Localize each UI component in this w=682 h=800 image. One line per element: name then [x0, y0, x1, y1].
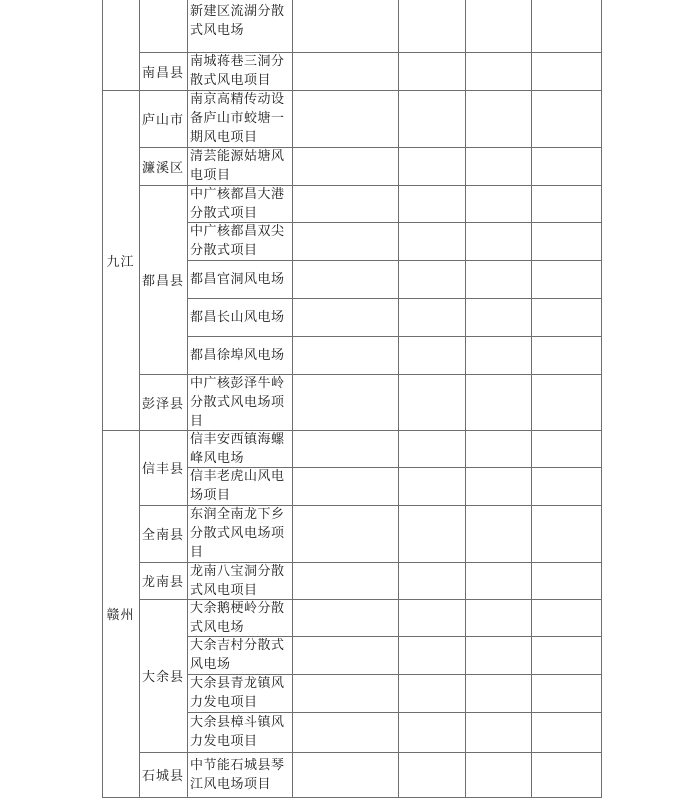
empty-cell [398, 636, 465, 674]
empty-cell [531, 0, 601, 52]
empty-cell [292, 90, 398, 147]
empty-cell [292, 260, 398, 298]
empty-cell [292, 505, 398, 562]
empty-cell [531, 562, 601, 599]
county-cell: 南昌县 [141, 65, 184, 81]
county-cell: 全南县 [141, 528, 184, 543]
empty-cell [398, 505, 465, 562]
county-cell: 都昌县 [141, 274, 184, 289]
county-cell: 濂溪区 [141, 160, 184, 176]
column-border [465, 0, 466, 798]
column-border [102, 0, 103, 798]
county-divider [139, 797, 187, 798]
empty-cell [292, 430, 398, 467]
empty-cell [398, 298, 465, 336]
project-name-cell [187, 222, 292, 260]
empty-cell [465, 90, 531, 147]
empty-cell [465, 430, 531, 467]
empty-cell [465, 374, 531, 430]
project-name: 大余吉村分散式风电场 [190, 638, 285, 672]
empty-cell [531, 90, 601, 147]
column-border [139, 0, 140, 798]
project-name: 都昌长山风电场 [190, 309, 285, 325]
empty-cell [292, 222, 398, 260]
city-cell: 九江 [106, 254, 135, 270]
project-name-cell [187, 298, 292, 336]
column-border [398, 0, 399, 798]
empty-cell [398, 336, 465, 374]
empty-cell [531, 260, 601, 298]
empty-cell [398, 147, 465, 185]
project-name: 信丰安西镇海螺峰风电场 [190, 431, 285, 466]
project-name-cell [187, 467, 292, 505]
empty-cell [531, 336, 601, 374]
project-name: 大余县樟斗镇风力发电项目 [190, 715, 285, 749]
project-name-cell [187, 636, 292, 674]
project-name: 信丰老虎山风电场项目 [190, 469, 285, 503]
project-name-cell [187, 185, 292, 222]
project-name-cell [187, 562, 292, 599]
county-cell: 彭泽县 [141, 396, 184, 412]
project-name: 中节能石城县琴江风电场项目 [190, 757, 285, 792]
empty-cell [292, 712, 398, 752]
empty-cell [465, 712, 531, 752]
project-name-cell [187, 90, 292, 147]
project-name-cell [187, 0, 292, 52]
empty-cell [531, 147, 601, 185]
empty-cell [531, 636, 601, 674]
project-name-cell [187, 712, 292, 752]
empty-cell [465, 674, 531, 712]
project-name: 中广核都昌双尖分散式项目 [190, 224, 285, 258]
empty-cell [398, 599, 465, 636]
empty-cell [292, 336, 398, 374]
empty-cell [292, 467, 398, 505]
empty-cell [398, 260, 465, 298]
empty-cell [531, 298, 601, 336]
empty-cell [398, 374, 465, 430]
empty-cell [531, 599, 601, 636]
empty-cell [292, 599, 398, 636]
project-name: 都昌官洞风电场 [190, 271, 285, 287]
project-name: 中广核都昌大港分散式项目 [190, 186, 285, 221]
empty-cell [531, 52, 601, 90]
county-cell: 大余县 [141, 670, 184, 685]
empty-cell [398, 467, 465, 505]
empty-cell [465, 336, 531, 374]
empty-cell [465, 599, 531, 636]
empty-cell [398, 562, 465, 599]
empty-cell [465, 467, 531, 505]
empty-cell [531, 712, 601, 752]
empty-cell [292, 52, 398, 90]
empty-cell [398, 674, 465, 712]
project-name: 南京高精传动设备庐山市蛟塘一期风电项目 [190, 92, 285, 145]
project-name: 都昌徐埠风电场 [190, 347, 285, 363]
city-divider [102, 797, 139, 798]
county-cell [139, 0, 187, 52]
empty-cell [398, 752, 465, 797]
empty-cell [292, 674, 398, 712]
city-cell: 赣州 [106, 608, 135, 623]
empty-cell [465, 298, 531, 336]
column-border [531, 0, 532, 798]
project-name: 南城蒋巷三洞分散式风电项目 [190, 54, 285, 88]
city-cell [102, 0, 139, 90]
empty-cell [531, 505, 601, 562]
column-border [187, 0, 188, 798]
empty-cell [292, 147, 398, 185]
empty-cell [292, 298, 398, 336]
project-name-cell [187, 752, 292, 797]
empty-cell [292, 562, 398, 599]
empty-cell [531, 674, 601, 712]
project-name-cell [187, 147, 292, 185]
project-name: 新建区流湖分散式风电场 [190, 4, 285, 38]
empty-cell [531, 185, 601, 222]
empty-cell [465, 0, 531, 52]
project-name: 龙南八宝洞分散式风电项目 [190, 563, 285, 598]
empty-cell [292, 752, 398, 797]
project-name: 清芸能源姑塘风电项目 [190, 149, 285, 183]
project-name: 中广核彭泽牛岭分散式风电场项目 [190, 375, 285, 429]
project-name: 东润全南龙下乡分散式风电场项目 [190, 507, 285, 560]
project-name-cell [187, 599, 292, 636]
empty-cell [292, 374, 398, 430]
row-divider [187, 797, 602, 798]
empty-cell [465, 752, 531, 797]
empty-cell [465, 260, 531, 298]
county-cell: 信丰县 [141, 462, 184, 477]
empty-cell [465, 52, 531, 90]
empty-cell [398, 90, 465, 147]
empty-cell [465, 185, 531, 222]
project-name: 大余县青龙镇风力发电项目 [190, 676, 285, 710]
project-name-cell [187, 336, 292, 374]
empty-cell [292, 0, 398, 52]
project-name-cell [187, 374, 292, 430]
project-name-cell [187, 260, 292, 298]
empty-cell [398, 52, 465, 90]
county-cell: 庐山市 [141, 113, 184, 128]
project-name-cell [187, 505, 292, 562]
empty-cell [531, 430, 601, 467]
column-border [601, 0, 602, 798]
project-name-cell [187, 52, 292, 90]
county-cell: 龙南县 [141, 575, 184, 590]
empty-cell [292, 636, 398, 674]
project-name: 大余鹅梗岭分散式风电场 [190, 600, 285, 635]
empty-cell [398, 0, 465, 52]
empty-cell [465, 147, 531, 185]
empty-cell [398, 712, 465, 752]
empty-cell [465, 562, 531, 599]
empty-cell [292, 185, 398, 222]
project-name-cell [187, 674, 292, 712]
empty-cell [465, 636, 531, 674]
empty-cell [531, 222, 601, 260]
empty-cell [465, 222, 531, 260]
empty-cell [531, 752, 601, 797]
empty-cell [398, 185, 465, 222]
empty-cell [531, 374, 601, 430]
column-border [292, 0, 293, 798]
empty-cell [398, 222, 465, 260]
empty-cell [398, 430, 465, 467]
empty-cell [531, 467, 601, 505]
empty-cell [465, 505, 531, 562]
project-name-cell [187, 430, 292, 467]
county-cell: 石城县 [141, 769, 184, 784]
